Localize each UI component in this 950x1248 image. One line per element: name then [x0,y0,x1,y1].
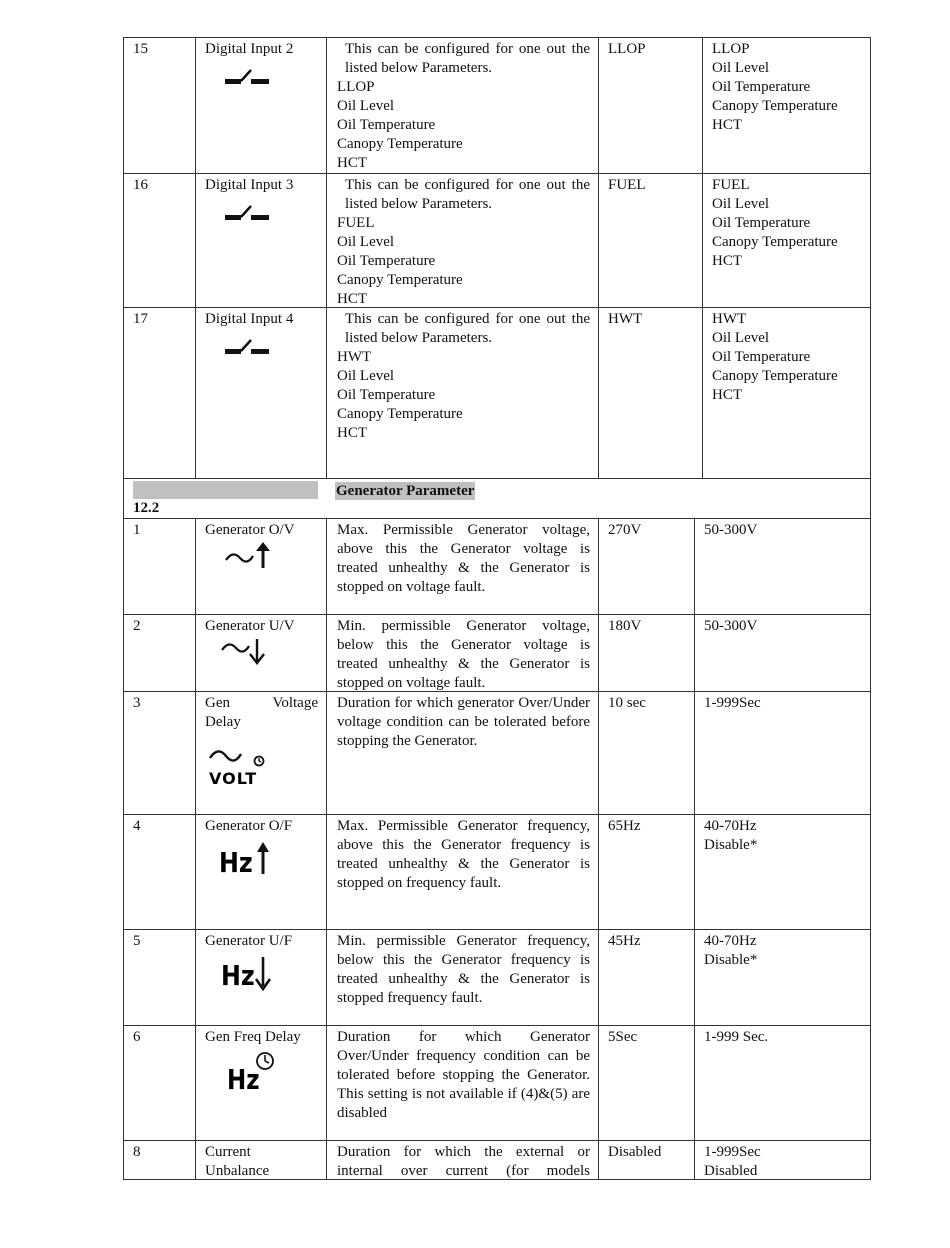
wave-down-arrow-icon [219,636,269,666]
parameter-name: Digital Input 2 [195,38,326,173]
parameter-name: Digital Input 3 [195,174,326,307]
parameter-description: Min. permissible Generator frequency, below this the Generator frequency is treated unhealthy & the Generator is stopped frequency fault. [326,930,598,1025]
parameter-name: Gen Voltage Delay VOLT [195,692,326,814]
setting-range: HWT Oil Level Oil Temperature Canopy Temperature HCT [702,308,870,478]
setting-range: LLOP Oil Level Oil Temperature Canopy Temperature HCT [702,38,870,173]
parameter-description: This can be configured for one out the listed below Parameters. LLOP Oil Level Oil Temperature Canopy Temperature HCT [326,38,598,173]
setting-range: 40-70Hz Disable* [694,930,870,1025]
row-number: 5 [133,933,141,949]
setting-range: 50-300V [694,615,870,691]
icon-label-hz: Hz [227,1063,260,1093]
parameter-name: Generator U/F Hz [195,930,326,1025]
default-value: Disabled [598,1141,694,1179]
digital-input-switch-icon [223,337,273,357]
table-row [123,518,871,614]
icon-label-volt: VOLT [209,769,258,788]
parameter-name: Gen Freq Delay Hz [195,1026,326,1140]
table-row [123,814,871,929]
digital-input-switch-icon [223,67,273,87]
row-number: 17 [133,311,148,327]
row-number: 2 [133,618,141,634]
default-value: 270V [598,519,694,614]
setting-range: FUEL Oil Level Oil Temperature Canopy Temperature HCT [702,174,870,307]
wave-up-arrow-icon [223,540,277,570]
table-row [123,307,871,478]
default-value: LLOP [598,38,702,173]
section-shading [133,481,318,499]
setting-range: 1-999 Sec. [694,1026,870,1140]
setting-range: 50-300V [694,519,870,614]
parameter-description: Duration for which Generator Over/Under frequency condition can be tolerated before stopping the Generator. This setting is not available if (4)&(5) are disabled [326,1026,598,1140]
row-number: 1 [133,522,141,538]
parameter-description: Max. Permissible Generator voltage, above this the Generator voltage is treated unhealthy & the Generator is stopped on voltage fault. [326,519,598,614]
section-header-row [123,478,871,518]
table-row [123,1140,871,1180]
default-value: 5Sec [598,1026,694,1140]
parameter-description: This can be configured for one out the listed below Parameters. HWT Oil Level Oil Temperature Canopy Temperature HCT [326,308,598,478]
parameter-description: Max. Permissible Generator frequency, above this the Generator frequency is treated unhealthy & the Generator is stopped on frequency fault. [326,815,598,929]
table-row [123,929,871,1025]
parameter-name: Digital Input 4 [195,308,326,478]
parameter-description: Duration for which the external or internal over current (for models [326,1141,598,1179]
hz-up-arrow-icon [219,838,275,878]
table-row [123,173,871,307]
setting-range: 1-999Sec Disabled [694,1141,870,1179]
row-number: 15 [133,41,148,57]
volt-timer-icon [207,740,277,788]
parameter-name: Generator O/F Hz [195,815,326,929]
icon-label-hz: Hz [219,847,253,878]
parameter-name: Current Unbalance [195,1141,326,1179]
default-value: 180V [598,615,694,691]
section-title: Generator Parameter [336,483,475,499]
default-value: FUEL [598,174,702,307]
row-number: 6 [133,1029,141,1045]
setting-range: 40-70Hz Disable* [694,815,870,929]
digital-input-switch-icon [223,203,273,223]
parameter-description: Duration for which generator Over/Under voltage condition can be tolerated before stopping the Generator. [326,692,598,814]
row-number: 4 [133,818,141,834]
parameter-description: Min. permissible Generator voltage, below this the Generator voltage is treated unhealthy & the Generator is stopped on voltage fault. [326,615,598,691]
default-value: 45Hz [598,930,694,1025]
table-row [123,614,871,691]
row-number: 8 [133,1144,141,1160]
default-value: HWT [598,308,702,478]
default-value: 65Hz [598,815,694,929]
table-row [123,37,871,173]
table-row [123,1025,871,1140]
default-value: 10 sec [598,692,694,814]
row-number: 16 [133,177,148,193]
icon-label-hz: Hz [221,960,255,993]
parameter-description: This can be configured for one out the listed below Parameters. FUEL Oil Level Oil Temperature Canopy Temperature HCT [326,174,598,307]
setting-range: 1-999Sec [694,692,870,814]
parameter-name: Generator O/V [195,519,326,614]
hz-down-arrow-icon [221,953,277,993]
table-row [123,691,871,814]
section-number: 12.2 [133,500,160,516]
row-number: 3 [133,695,141,711]
parameter-name: Generator U/V [195,615,326,691]
hz-clock-icon [227,1049,283,1093]
